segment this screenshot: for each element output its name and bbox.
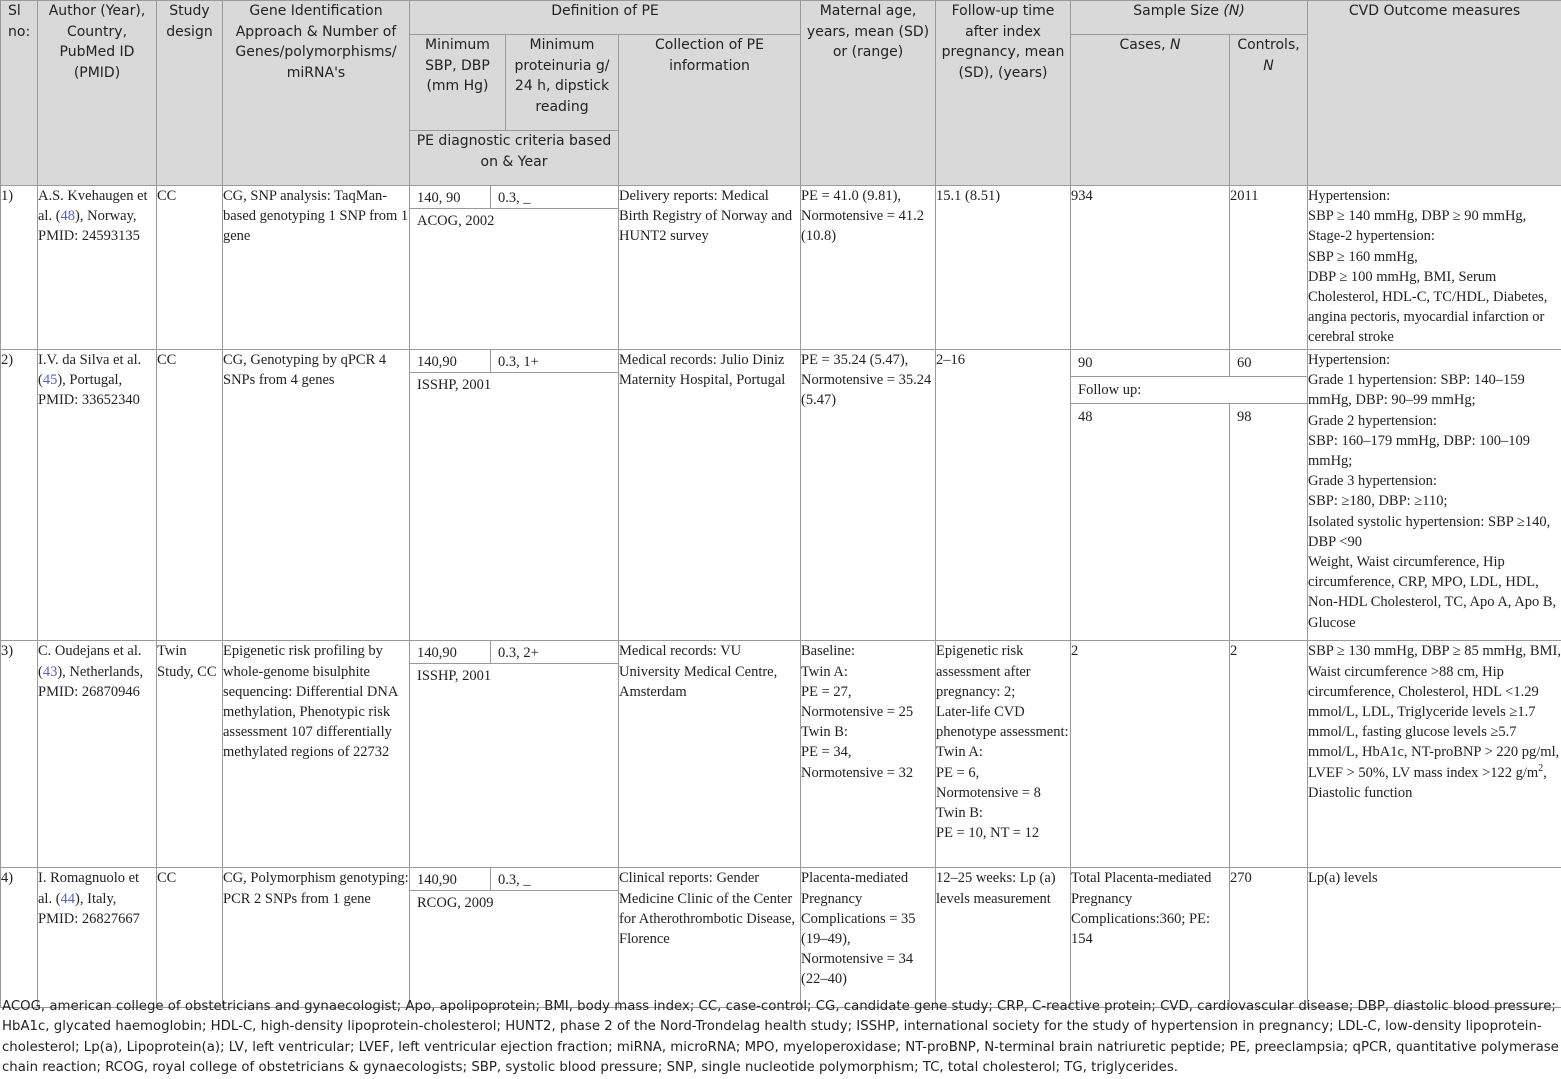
diagnostic-criteria: ISSHP, 2001 xyxy=(417,377,492,393)
cvd-text: Hypertension: SBP ≥ 140 mmHg, DBP ≥ 90 mmHg, Stage-2 hypertension: SBP ≥ 160 mmHg, DBP ≥ 100 mmHg, BMI, Serum Cholesterol, HDL-C, TC/HDL, Diabetes, angina pectoris, myocardial infarction or cerebral stroke xyxy=(1308,188,1548,346)
pe-collection: Medical records: Julio Diniz Maternity Hospital, Portugal xyxy=(619,350,801,641)
followup-text: 15.1 (8.51) xyxy=(936,188,1001,204)
cases-value: Total Placenta-mediated Pregnancy Complications:360; PE: 154 xyxy=(1071,868,1230,1008)
table-body xyxy=(1,186,1561,1008)
min-proteinuria: 0.3, 2+ xyxy=(498,645,539,662)
sl-no: 3) xyxy=(1,641,38,868)
cases-label: Cases, xyxy=(1119,37,1166,53)
author-text: I. Romagnuolo et al. ( xyxy=(38,870,140,907)
cases-value: 934 xyxy=(1071,186,1230,350)
age-text: Baseline: Twin A: PE = 27, Normotensive = 25 Twin B: PE = 34, Normotensive = 32 xyxy=(801,643,914,781)
min-sbp-dbp: 140, 90 xyxy=(410,186,491,208)
cvd-outcomes xyxy=(1308,641,1561,868)
header-sl: Sl no: xyxy=(1,1,38,186)
followup-text: Epigenetic risk assessment after pregnancy: 2; Later-life CVD phenotype assessment: Twin A: PE = 6, Normotensive = 8 Twin B: PE = 10, NT = 12 xyxy=(936,643,1069,842)
header-followup: Follow-up time after index pregnancy, mean (SD), (years) xyxy=(936,1,1071,186)
age-text: PE = 35.24 (5.47), Normotensive = 35.24 (5.47) xyxy=(801,352,932,409)
table-footnote xyxy=(0,997,1561,1078)
study-design: CC xyxy=(157,350,223,641)
cvd-text-end: , Diastolic function xyxy=(1308,764,1547,801)
citation-link[interactable]: 48 xyxy=(60,208,76,225)
header-cvd: CVD Outcome measures xyxy=(1308,1,1561,186)
followup-controls-value: 98 xyxy=(1237,409,1252,426)
author-text-end: ), Italy, PMID: 26827667 xyxy=(38,890,140,927)
header-min-proteinuria: Minimum proteinuria g/ 24 h, dipstick reading xyxy=(506,35,619,131)
author-cell xyxy=(38,350,157,641)
cases-value: 90 xyxy=(1071,350,1230,376)
age-text: Placenta-mediated Pregnancy Complications = 35 (19–49), Normotensive = 34 (22–40) xyxy=(801,870,916,988)
pe-criteria-cell xyxy=(410,350,619,641)
followup-label: Follow up: xyxy=(1071,377,1307,404)
table-row xyxy=(1,641,1561,868)
controls-value: 270 xyxy=(1230,868,1308,1008)
cvd-text: Hypertension: Grade 1 hypertension: SBP: 140–159 mmHg, DBP: 90–99 mmHg; Grade 2 hypertension: SBP: 160–179 mmHg, DBP: 100–109 mmHg; Grade 3 hypertension: SBP: ≥180, DBP: ≥110; Isolated systolic hypertension: SBP ≥140, DBP <90 Weight, Waist circumference, Hip circumference, CRP, MPO, LDL, HDL, Non-HDL Cholesterol, TC, Apo A, Apo B, Glucose xyxy=(1308,352,1557,631)
cvd-outcomes xyxy=(1308,868,1561,1008)
author-text: C. Oudejans et al. ( xyxy=(38,643,142,680)
followup-text: 2–16 xyxy=(936,352,966,368)
min-proteinuria: 0.3, 1+ xyxy=(498,354,539,370)
gene-approach: CG, Genotyping by qPCR 4 SNPs from 4 genes xyxy=(223,350,410,641)
footnote-text: ACOG, american college of obstetricians and gynaecologist; Apo, apolipoprotein; BMI, body mass index; CC, case-control; CG, candidate gene study; CRP, C-reactive protein; CVD, cardiovascular disease; DBP, diastolic blood pressure; HbA1c, glycated haemoglobin; HDL-C, high-density lipoprotein-cholesterol; HUNT2, phase 2 of the Nord-Trondelag health study; ISSHP, international society for the study of hypertension in pregnancy; LDL-C, low-density lipoprotein-cholesterol; Lp(a), Lipoprotein(a); LV, left ventricular; LVEF, left ventricular ejection fraction; miRNA, microRNA; MPO, myeloperoxidase; NT-proBNP, N-terminal brain natriuretic peptide; PE, preeclampsia; qPCR, quantitative polymerase chain reaction; RCOG, royal college of obstetricians & gynaecologists; SBP, systolic blood pressure; SNP, single nucleotide polymorphism; TC, total cholesterol; TG, triglycerides. xyxy=(2,999,1559,1075)
pe-collection: Clinical reports: Gender Medicine Clinic of the Center for Atherothrombotic Disease, Florence xyxy=(619,868,801,1008)
maternal-age xyxy=(801,641,936,868)
age-text: PE = 41.0 (9.81), Normotensive = 41.2 (10.8) xyxy=(801,188,924,245)
gene-approach: Epigenetic risk profiling by whole-genome bisulphite sequencing: Differential DNA methylation, Phenotypic risk assessment 107 differentially methylated regions of 22732 xyxy=(223,641,410,868)
author-text: A.S. Kvehaugen et al. ( xyxy=(38,188,148,225)
diagnostic-criteria: RCOG, 2009 xyxy=(417,895,494,912)
author-text: I.V. da Silva et al. ( xyxy=(38,352,142,389)
header-definition-pe: Definition of PE xyxy=(410,1,801,35)
cvd-text: SBP ≥ 130 mmHg, DBP ≥ 85 mmHg, BMI, Waist circumference >88 cm, Hip circumference, Cholesterol, HDL <1.29 mmol/L, LDL, Triglyceride levels ≥1.7 mmol/L, fasting glucose levels ≥5.7 mmol/L, HbA1c, NT-proBNP > 220 pg/ml, LVEF > 50%, LV mass index >122 g/m xyxy=(1308,643,1561,781)
cvd-outcomes xyxy=(1308,350,1561,641)
study-design: Twin Study, CC xyxy=(157,641,223,868)
table-row xyxy=(1,186,1561,350)
pe-criteria-cell xyxy=(410,868,619,1008)
author-cell xyxy=(38,641,157,868)
sl-no: 4) xyxy=(1,868,38,1008)
gene-approach: CG, Polymorphism genotyping: PCR 2 SNPs from 1 gene xyxy=(223,868,410,1008)
min-proteinuria: 0.3, _ xyxy=(498,190,531,206)
pe-criteria-cell xyxy=(410,641,619,868)
sample-size-label: Sample Size xyxy=(1133,3,1219,19)
table-row xyxy=(1,350,1561,641)
sample-n-label: (N) xyxy=(1223,3,1245,19)
diagnostic-criteria: ISSHP, 2001 xyxy=(417,668,492,685)
header-criteria: PE diagnostic criteria based on & Year xyxy=(410,131,619,186)
controls-value: 60 xyxy=(1237,355,1252,371)
maternal-age xyxy=(801,186,936,350)
controls-value: 2 xyxy=(1230,641,1308,868)
pe-criteria-cell xyxy=(410,186,619,350)
followup-text: 12–25 weeks: Lp (a) levels measurement xyxy=(936,870,1056,907)
cvd-superscript: 2 xyxy=(1538,762,1544,774)
min-sbp-dbp: 140,90 xyxy=(410,641,491,663)
maternal-age xyxy=(801,350,936,641)
citation-link[interactable]: 43 xyxy=(42,663,58,680)
header-collection: Collection of PE information xyxy=(619,35,801,186)
min-sbp-dbp: 140,90 xyxy=(410,350,491,372)
study-design: CC xyxy=(157,868,223,1008)
controls-label: Controls, xyxy=(1237,37,1300,53)
header-gene: Gene Identification Approach & Number of Genes/polymorphisms/ miRNA's xyxy=(223,1,410,186)
header-design: Study design xyxy=(157,1,223,186)
cvd-text: Lp(a) levels xyxy=(1308,870,1378,887)
study-design: CC xyxy=(157,186,223,350)
maternal-age xyxy=(801,868,936,1008)
cvd-outcomes xyxy=(1308,186,1561,350)
author-cell xyxy=(38,186,157,350)
citation-link[interactable]: 44 xyxy=(60,890,76,907)
header-sample-size xyxy=(1071,1,1308,35)
followup-time xyxy=(936,350,1071,641)
header-author: Author (Year), Country, PubMed ID (PMID) xyxy=(38,1,157,186)
gene-approach: CG, SNP analysis: TaqMan-based genotyping 1 SNP from 1 gene xyxy=(223,186,410,350)
min-proteinuria: 0.3, _ xyxy=(498,872,531,889)
header-age: Maternal age, years, mean (SD) or (range) xyxy=(801,1,936,186)
pe-collection: Medical records: VU University Medical Centre, Amsterdam xyxy=(619,641,801,868)
citation-link[interactable]: 45 xyxy=(42,372,58,389)
min-sbp-dbp: 140,90 xyxy=(410,868,491,890)
author-text-end: ), Portugal, PMID: 33652340 xyxy=(38,372,140,409)
controls-n-label: N xyxy=(1263,57,1274,74)
header-cases xyxy=(1071,35,1230,186)
pe-collection: Delivery reports: Medical Birth Registry of Norway and HUNT2 survey xyxy=(619,186,801,350)
header-controls xyxy=(1230,35,1308,186)
header-min-sbp: Minimum SBP, DBP (mm Hg) xyxy=(410,35,506,131)
author-text-end: ), Netherlands, PMID: 26870946 xyxy=(38,663,144,700)
cases-n-label: N xyxy=(1170,37,1181,53)
sample-size-cell xyxy=(1071,350,1308,641)
author-text-end: ), Norway, PMID: 24593135 xyxy=(38,208,140,245)
author-cell xyxy=(38,868,157,1008)
followup-time xyxy=(936,186,1071,350)
sl-no: 2) xyxy=(1,350,38,641)
diagnostic-criteria: ACOG, 2002 xyxy=(417,213,495,229)
table-row xyxy=(1,868,1561,1008)
followup-time xyxy=(936,641,1071,868)
cases-value: 2 xyxy=(1071,641,1230,868)
followup-time xyxy=(936,868,1071,1008)
sl-no: 1) xyxy=(1,186,38,350)
controls-value: 2011 xyxy=(1230,186,1308,350)
table-header xyxy=(1,1,1561,186)
followup-cases-value: 48 xyxy=(1071,404,1230,640)
